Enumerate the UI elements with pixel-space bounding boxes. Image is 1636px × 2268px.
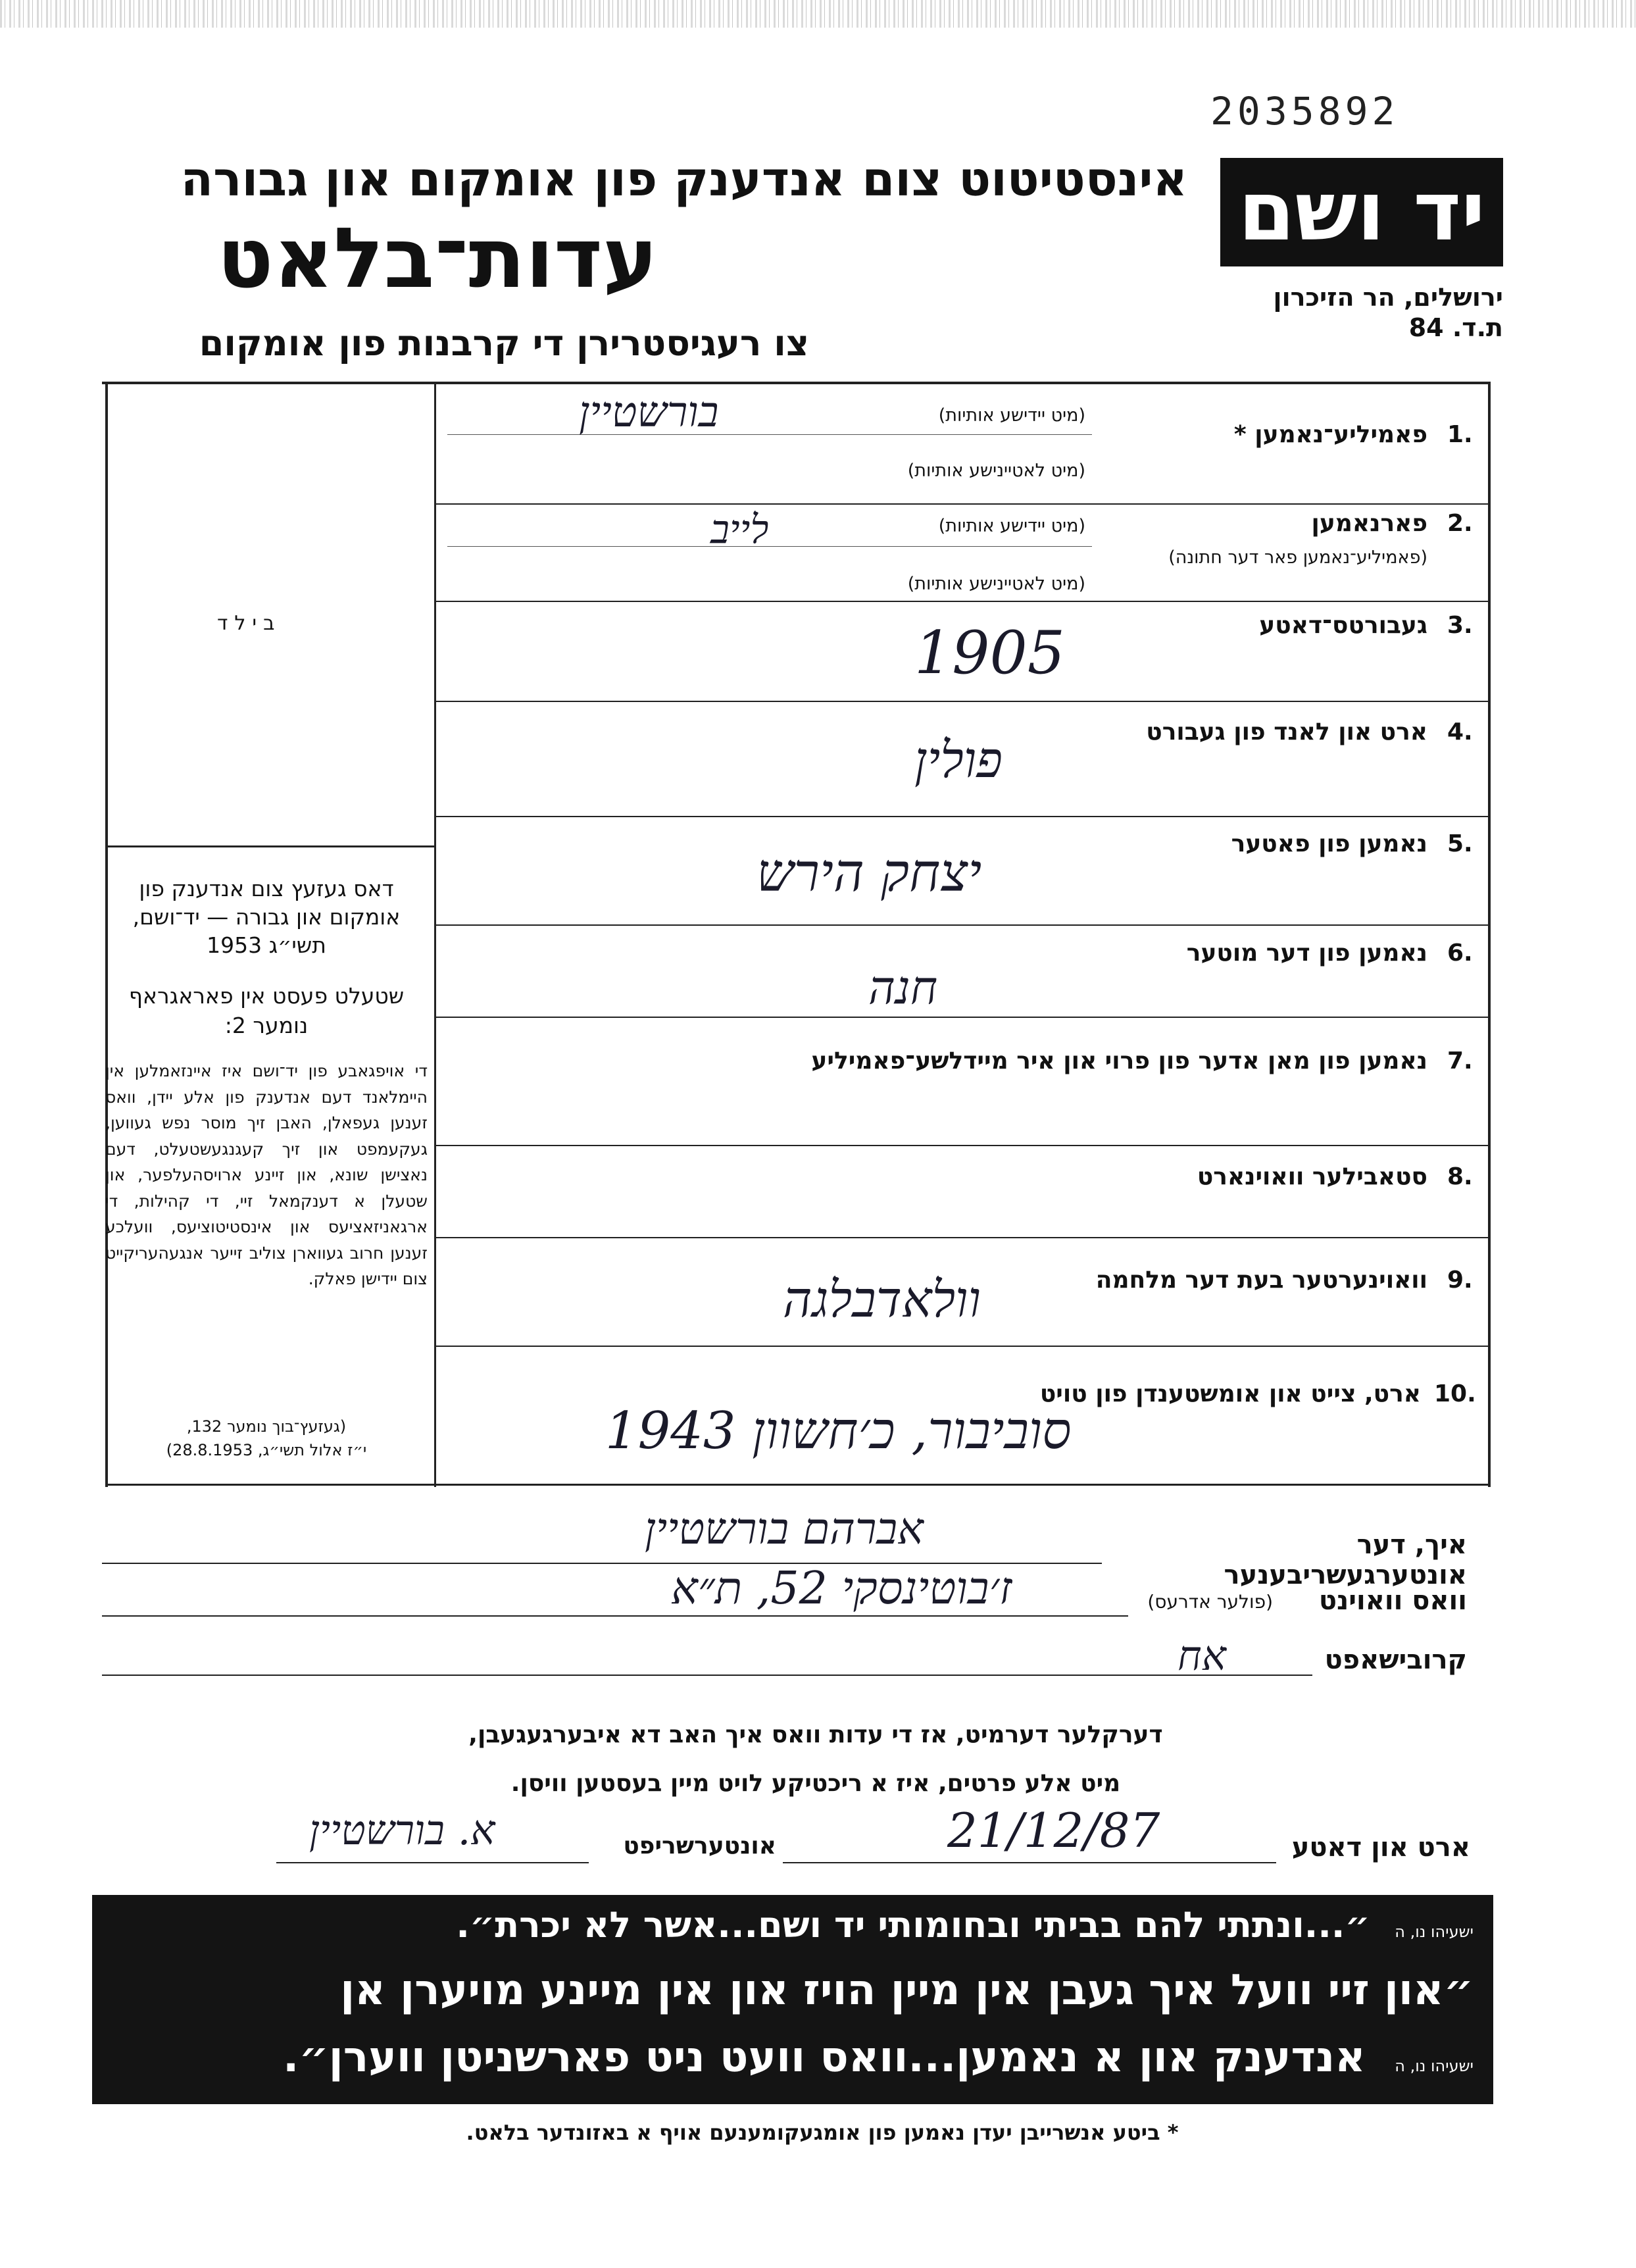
frame-right [1488,382,1491,1487]
date-value: 21/12/87 [947,1803,1160,1858]
field-9-value: וולאדבלגה [783,1270,981,1328]
field-2-label: פארנאמען [1311,510,1427,537]
date-underline [783,1862,1276,1863]
field-4-value: פולין [914,730,1003,789]
field-8-number: 8. [1447,1163,1473,1190]
banner-citation-2: ישעיהו נו, ה [1395,2057,1474,2075]
form-subtitle: צו רעגיסטרירן די קרבנות פון אומקום [199,322,809,364]
banner-quote-hebrew [118,1904,1474,1946]
law-reference [105,1415,428,1462]
declaration-line-2: מיט אלע פרטים, איז א ריכטיקע לויט מיין בעסטען וויסן. [510,1769,1121,1797]
field-5-label: נאמען פון פאטער [1231,830,1427,857]
row-separator [434,924,1490,926]
quote-banner [92,1895,1493,2104]
relation-underline [102,1675,1312,1676]
field-4-label: ארט און לאנד פון געבורט [1146,718,1427,745]
field-underline [447,434,1092,435]
row-separator [434,601,1490,602]
field-underline [447,546,1092,547]
banner-citation-1: ישעיהו נו, ה [1395,1923,1474,1941]
row-separator [434,1237,1490,1238]
signature-underline [276,1862,589,1863]
field-6-value: חנה [868,961,938,1015]
scan-noise [0,0,1636,28]
frame-top [102,382,1490,384]
banner-line-3-text: אנדענק און א נאמען...וואס וועט ניט פארשניטן ווערן״. [283,2033,1366,2082]
frame-divider [434,382,436,1487]
field-1-sub-latin: (מיט לאטיינישע אותיות) [907,461,1085,481]
paragraph-note: שטעלט פעסט אין פאראגראף נומער 2: [128,983,405,1038]
banner-quote-yiddish-2 [118,2033,1474,2082]
field-9-label: וואוינערטער בעת דער מלחמה [1095,1267,1427,1294]
submitter-address-label: וואס וואוינט [1318,1586,1467,1616]
field-10-label: ארט, צייט און אומשטענדן פון טויט [1039,1380,1421,1407]
row-separator [434,1346,1490,1347]
law-reference-line-2: י״ז אלול תשי״ג, 28.8.1953) [166,1441,367,1459]
declaration [197,1711,1434,1808]
photo-label: בילד [217,612,282,635]
field-1-label: פאמיליע־נאמען * [1233,421,1427,448]
relation-label: קרובישאפט [1324,1645,1467,1675]
field-6-label: נאמען פון דער מוטער [1186,940,1427,967]
banner-quote-yiddish-1: ״און זיי וועל איך געבן אין מיין הויז און אין מיינע מויערן אן [340,1966,1474,2015]
banner-line-1-text: ״...ונתתי להם בביתי ובחומותי יד ושם...אשר לא יכרת״. [456,1904,1370,1946]
field-7-label: נאמען פון מאן אדער פון פרוי און איר מיידלשע־פאמיליע [811,1047,1427,1074]
row-separator [434,701,1490,702]
signature-value: א. בורשטיין [309,1806,495,1854]
field-5-number: 5. [1447,830,1473,857]
field-1-value: בורשטיין [579,388,719,437]
submitter-name-value: אברהם בורשטיין [645,1503,924,1554]
field-10-number: 10. [1434,1380,1476,1407]
institute-title: אינסטיטוט צום אנדענק פון אומקום און גבורה [180,151,1187,207]
relation-value: אח [1177,1632,1226,1680]
footnote: * ביטע אנשרייבן יעדן נאמען פון אומגעקומענעם אויף א באזונדער בלאט. [466,2120,1179,2145]
field-5-value: יצחק הירש [756,842,982,903]
place-date-label: ארט און דאטע [1291,1832,1470,1863]
field-10-value: סוביבור, כ׳חשוון 1943 [605,1401,1072,1461]
field-3-label: געבורטס־דאטע [1259,612,1427,639]
field-2-sub-latin: (מיט לאטיינישע אותיות) [907,574,1085,594]
field-2-sub-maiden: (פאמיליע־נאמען פאר דער חתונה) [1168,547,1427,568]
document-number: 2035892 [1210,89,1399,134]
field-7-number: 7. [1447,1047,1473,1074]
field-4-number: 4. [1447,718,1473,745]
field-1-number: 1. [1447,421,1473,448]
field-2-sub-yiddish: (מיט יידישע אותיות) [938,516,1085,536]
field-6-number: 6. [1447,940,1473,967]
field-2-value: לייב [710,507,769,553]
address-line-2: ת.ד. 84 [1408,313,1503,342]
field-3-value: 1905 [914,618,1066,688]
address-underline [102,1615,1128,1617]
declaration-line-1: דערקלער דערמיט, אז די עדות וואס איך האב דא איבערגעגעבן, [468,1721,1163,1748]
field-3-number: 3. [1447,612,1473,639]
submitter-address-hint: (פולער אדרעס) [1147,1591,1273,1613]
row-separator [434,1145,1490,1146]
field-9-number: 9. [1447,1267,1473,1294]
law-note: דאס געזעץ צום אנדענק פון אומקום און גבורה — יד־ושם, תשי״ג 1953 [132,876,401,958]
field-2-number: 2. [1447,510,1473,537]
address-line-1: ירושלים, הר הזיכרון [1273,283,1503,312]
photo-box-bottom [105,845,435,847]
form-title: עדות־בלאט [217,210,658,307]
yad-vashem-logo: יד ושם [1220,158,1503,266]
field-8-label: סטאבילער וואוינארט [1197,1163,1427,1190]
frame-bottom [105,1484,1491,1486]
submitter-address-value: ז׳בוטינסקי 52, ת״א [671,1563,1012,1615]
law-reference-line-1: (געזעץ־בוך נומער 132, [186,1417,347,1436]
law-text: די אויפגאבע פון יד־ושם איז איינזאמלען אין היימלאנד דעם אנדענק פון אלע יידן, וואס זענען געפאלן, האבן זיך מוסר נפש געווען, געקעמפט און זיך קעגנגעשטעלט, דעם נאצישן שונא, און זיינע ארויסהעלפער, און שטעלן א דענקמאל זיי, די קהילות, די ארגאניזאציעס און אינסטיטוציעס, וועלכע זענען חרוב געווארן צוליב זייער אנגעהעריקייט צום יידישן פאלק. [105,1061,428,1288]
signature-label: אונטערשריפט [623,1832,776,1859]
row-separator [434,816,1490,817]
row-separator [434,1017,1490,1018]
row-separator [434,503,1490,505]
submitter-name-label: איך, דער אונטערגעשריבענער [1224,1530,1467,1590]
field-1-sub-yiddish: (מיט יידישע אותיות) [938,405,1085,426]
